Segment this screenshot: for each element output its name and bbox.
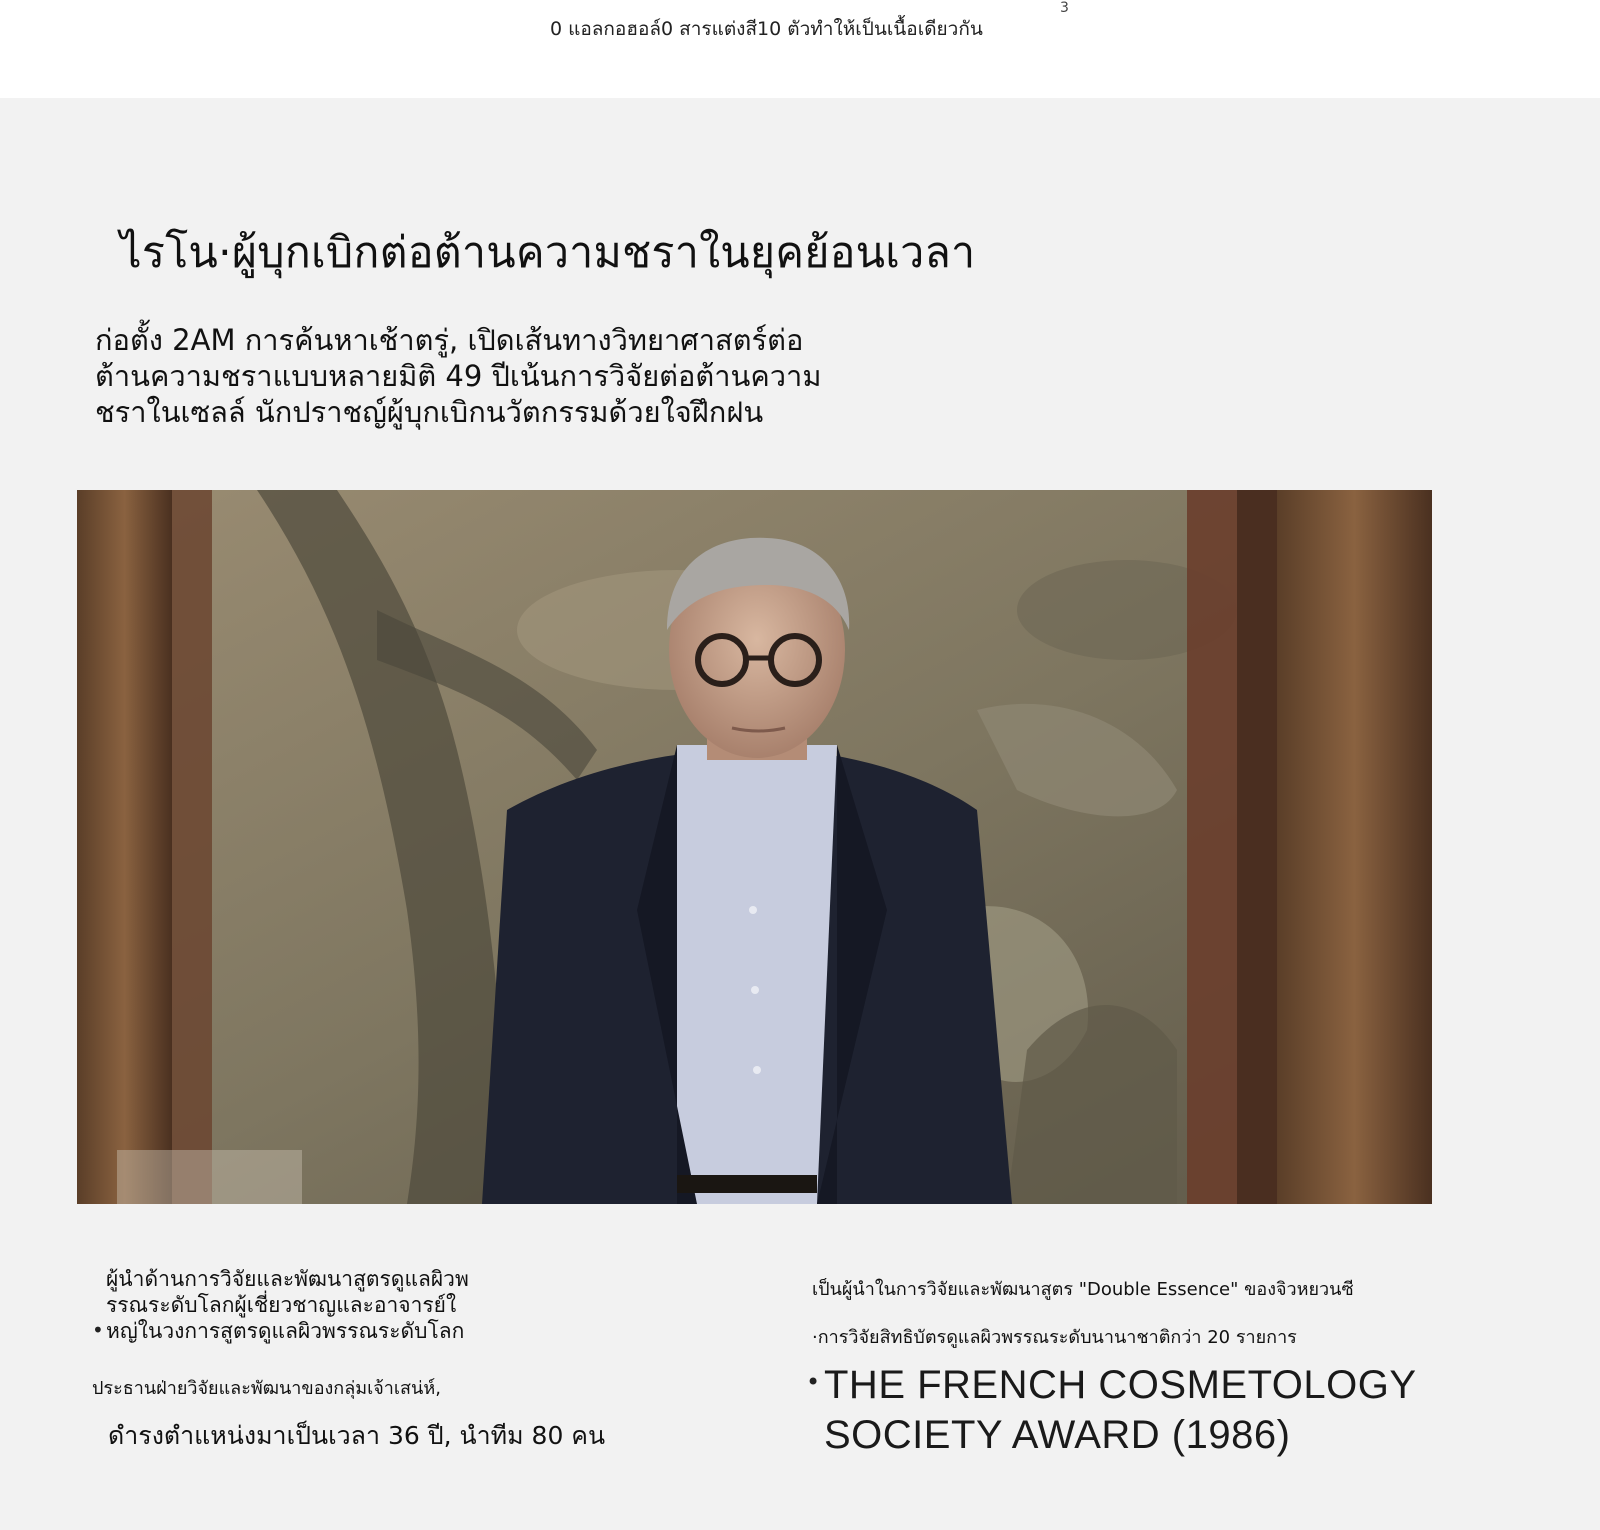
intro-line: ชราในเซลล์ นักปราชญ์ผู้บุกเบิกนวัตกรรมด้วยใจฝึกฝน [95, 395, 764, 429]
role-line: หญ่ในวงการสูตรดูแลผิวพรรณระดับโลก [106, 1319, 465, 1343]
intro-line: ต้านความชราแบบหลายมิติ 49 ปีเน้นการวิจัยต่อต้านความ [95, 359, 822, 393]
award-title [824, 1360, 1417, 1460]
footnote-marker: 3 [1060, 0, 1069, 16]
award-line: THE FRENCH COSMETOLOGY [824, 1363, 1417, 1407]
patents-text: ·การวิจัยสิทธิบัตรดูแลผิวพรรณระดับนานาชาติกว่า 20 รายการ [812, 1327, 1297, 1348]
chair-text: ประธานฝ่ายวิจัยและพัฒนาของกลุ่มเจ้าเสน่ห์, [92, 1378, 441, 1399]
formula-claims-caption: 0 แอลกอฮอล์0 สารแต่งสี10 ตัวทำให้เป็นเนื้อเดียวกัน [550, 18, 983, 40]
intro-paragraph [95, 322, 915, 430]
tenure-text: ดำรงตำแหน่งมาเป็นเวลา 36 ปี, นำทีม 80 คน [108, 1421, 606, 1450]
page-title: ไรโน·ผู้บุกเบิกต่อต้านความชราในยุคย้อนเวลา [120, 228, 976, 278]
role-line: รรณระดับโลกผู้เชี่ยวชาญและอาจารย์ใ [106, 1293, 457, 1317]
intro-line: ก่อตั้ง 2AM การค้นหาเช้าตรู่, เปิดเส้นทางวิทยาศาสตร์ต่อ [95, 323, 804, 357]
portrait-photo [77, 490, 1432, 1204]
formula-lead-text: เป็นผู้นำในการวิจัยและพัฒนาสูตร "Double Essence" ของจิวหยวนซี [812, 1279, 1354, 1300]
top-banner [0, 0, 1600, 98]
role-description [106, 1266, 536, 1344]
award-line: SOCIETY AWARD (1986) [824, 1413, 1291, 1457]
bullet-icon: • [806, 1368, 821, 1396]
role-line: ผู้นำด้านการวิจัยและพัฒนาสูตรดูแลผิวพ [106, 1267, 469, 1291]
bullet-icon: • [92, 1318, 104, 1342]
